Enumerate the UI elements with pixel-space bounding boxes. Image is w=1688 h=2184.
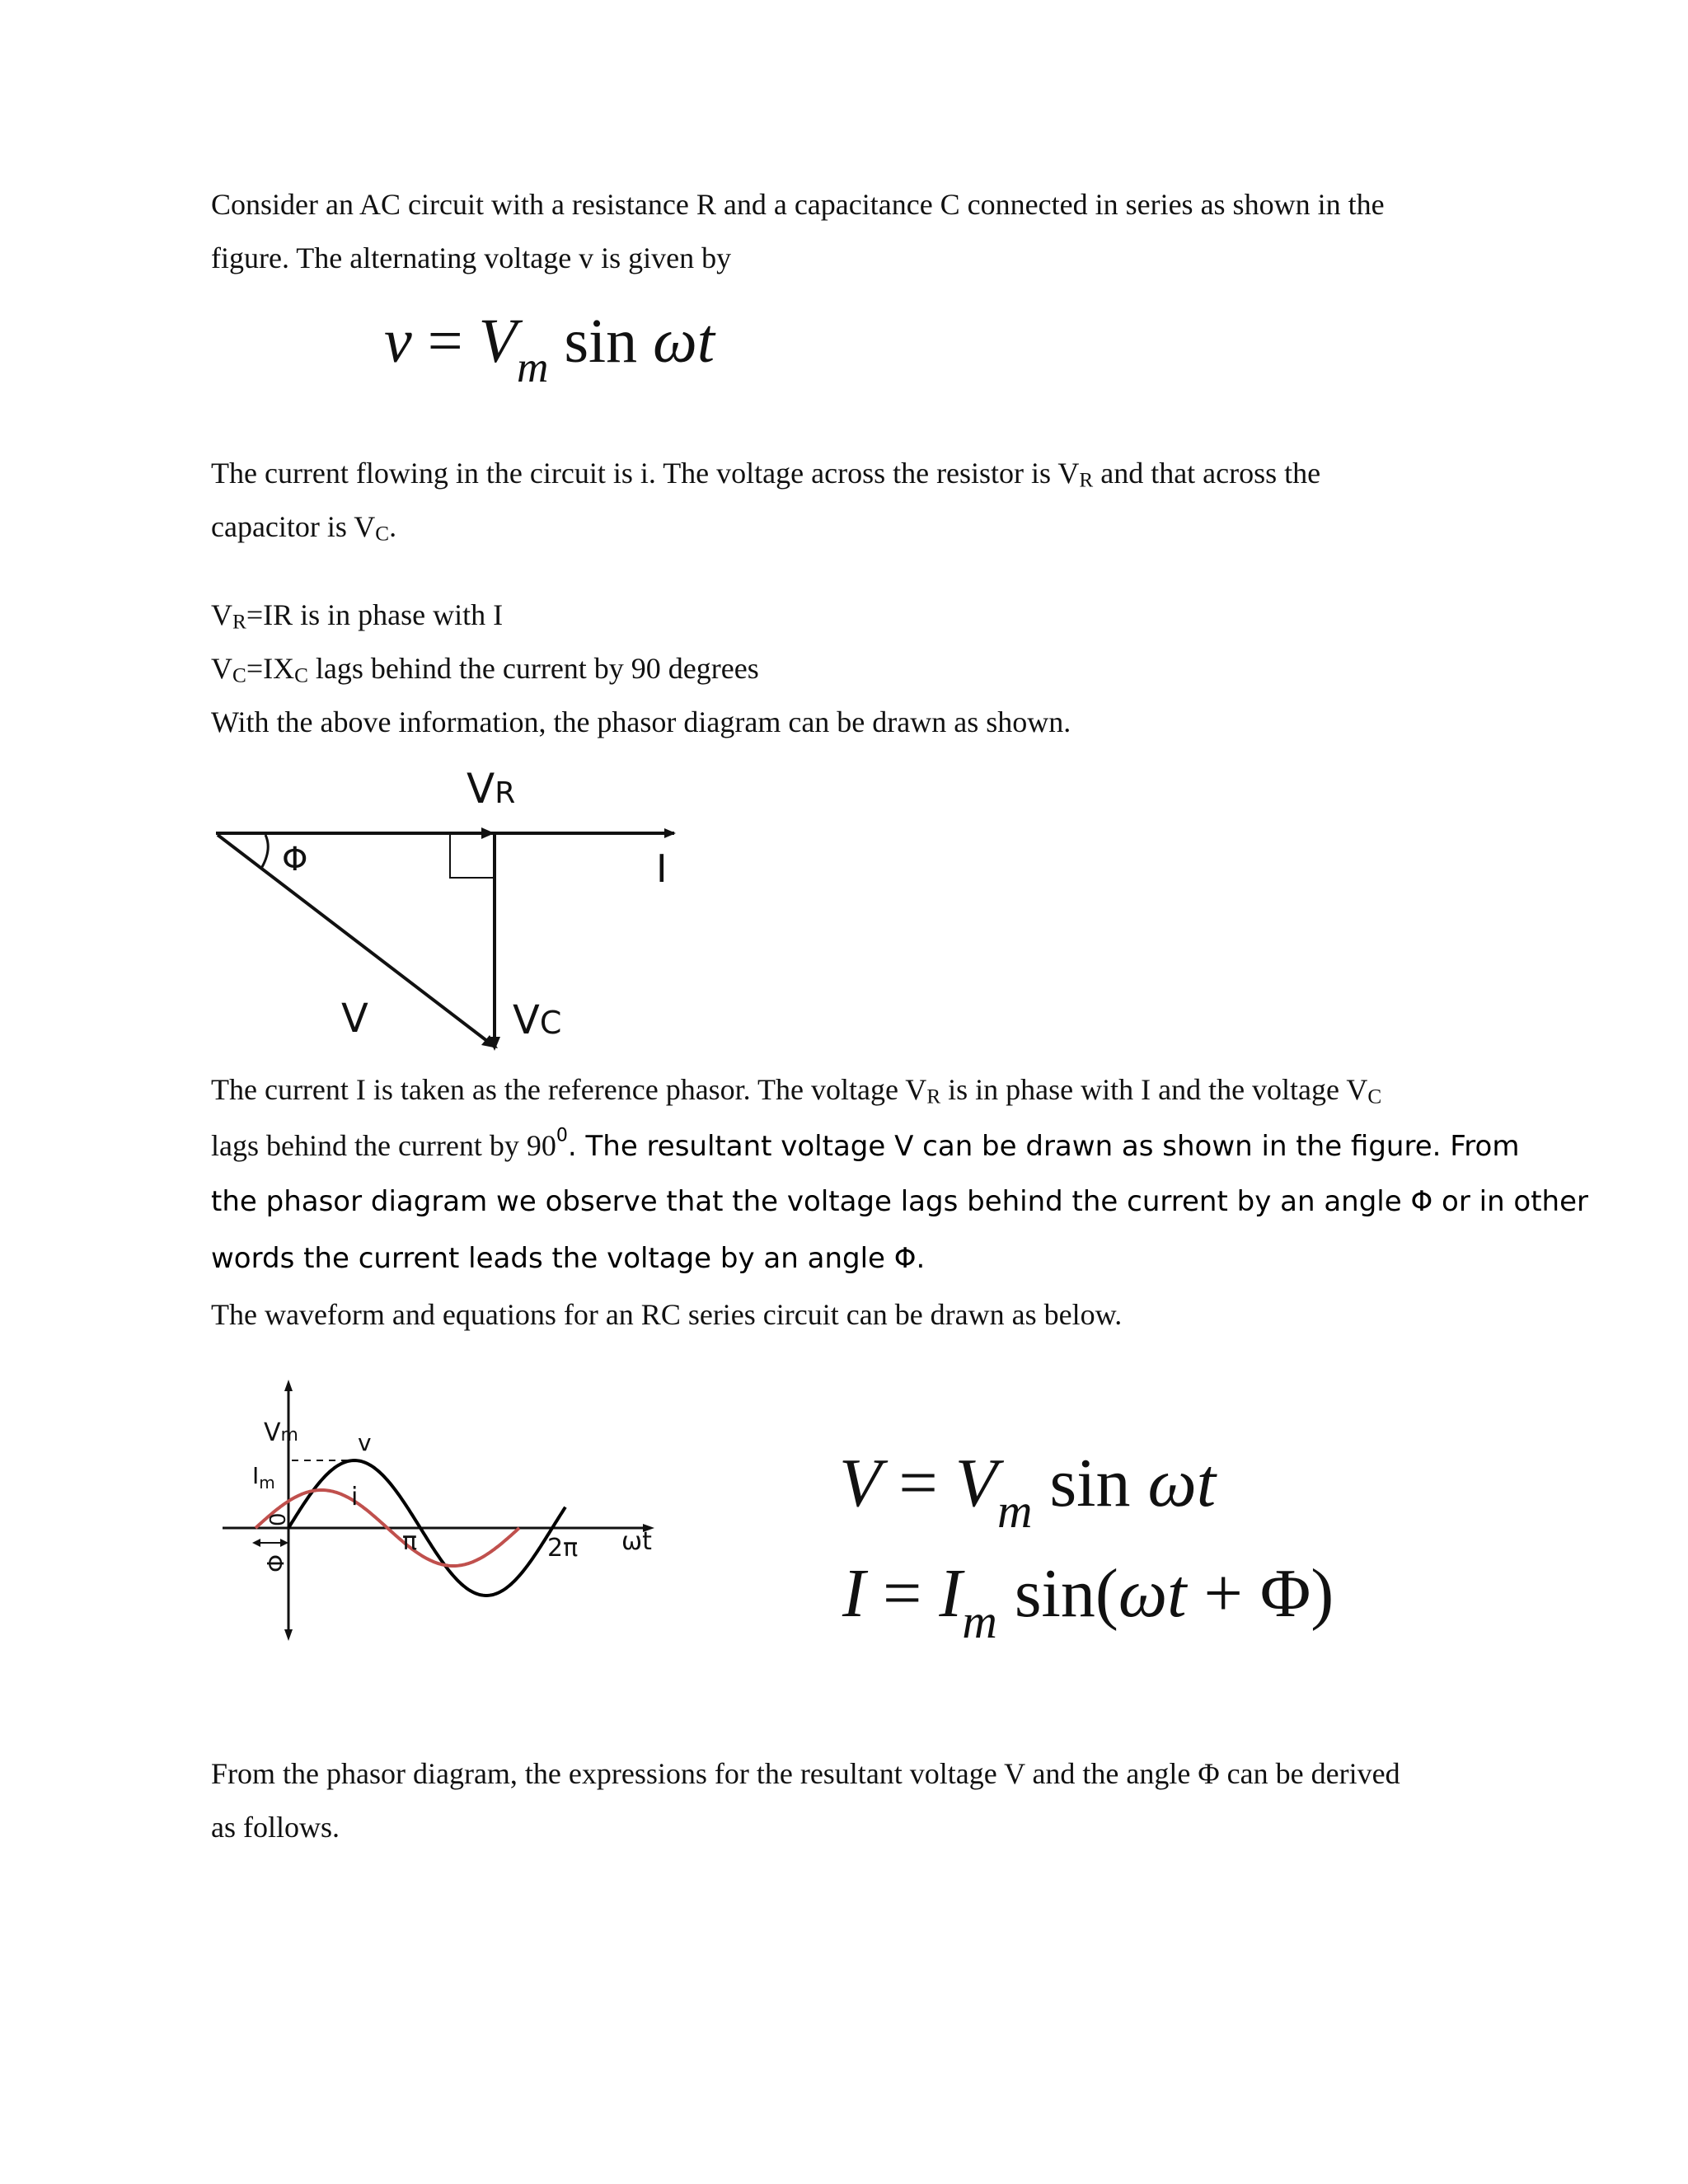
eq1-sub: m — [517, 342, 549, 391]
v-label: V — [341, 996, 368, 1042]
degree-superscript: 0 — [556, 1125, 568, 1146]
vm-label: Vm — [264, 1418, 298, 1447]
vr-subscript: R — [1079, 469, 1094, 492]
rel1-sub: R — [232, 611, 246, 634]
eq1-sin: sin — [548, 307, 654, 376]
eq2-sub: m — [997, 1484, 1033, 1539]
rel1-b: =IR is in phase with I — [246, 598, 504, 631]
eq1-V: V — [478, 307, 518, 376]
eq3-equals: = — [865, 1555, 940, 1632]
eq2-sin: sin — [1032, 1445, 1148, 1521]
eq1-equals: = — [411, 307, 479, 376]
intro-line-2: figure. The alternating voltage v is given by — [211, 241, 732, 274]
eq3-lhs: I — [842, 1555, 865, 1632]
waveform-phi-label: Φ — [262, 1554, 289, 1572]
two-pi-label: 2π — [547, 1534, 579, 1563]
ref-sub-r: R — [926, 1085, 941, 1108]
current-text-d: . — [389, 510, 397, 543]
reference-line-3: the phasor diagram we observe that the voltage lags behind the current by an angle Φ or in other — [211, 1185, 1588, 1218]
eq2-equals: = — [881, 1445, 955, 1521]
eq1-omega-t: ωt — [653, 307, 715, 376]
eq2-lhs: V — [839, 1445, 882, 1521]
omega-t-label: ωt — [621, 1527, 652, 1556]
derivation-line-2: as follows. — [211, 1811, 340, 1844]
eq3-omega-t: ωt — [1118, 1555, 1187, 1632]
pi-label: π — [402, 1527, 418, 1556]
v-curve-label: v — [358, 1429, 372, 1456]
rel1-a: V — [211, 598, 232, 631]
phasor-intro: With the above information, the phasor diagram can be drawn as shown. — [211, 705, 1071, 738]
vc-subscript: C — [375, 523, 390, 546]
waveform-intro: The waveform and equations for an RC series circuit can be drawn as below. — [211, 1298, 1123, 1331]
ref-sub-c: C — [1367, 1085, 1382, 1108]
vr-label: VR — [467, 765, 516, 813]
eq2-omega-t: ωt — [1147, 1445, 1217, 1521]
rel2-sub2: C — [294, 664, 308, 687]
eq3-close: ) — [1311, 1555, 1334, 1632]
zero-label: 0 — [266, 1512, 291, 1526]
reference-line-4: words the current leads the voltage by an angle Φ. — [211, 1242, 926, 1275]
i-curve-label: i — [351, 1483, 359, 1511]
rel2-c: lags behind the current by 90 degrees — [307, 652, 759, 685]
current-text-b: and that across the — [1093, 457, 1321, 490]
eq3-plus: + — [1186, 1555, 1260, 1632]
intro-line-1: Consider an AC circuit with a resistance R and a capacitance C connected in series as shown in the — [211, 188, 1385, 221]
derivation-line-1: From the phasor diagram, the expressions for the resultant voltage V and the angle Φ can be derived — [211, 1757, 1400, 1790]
eq2-V: V — [954, 1445, 997, 1521]
vc-label: VC — [513, 997, 562, 1043]
eq1-lhs: v — [384, 307, 412, 376]
vertical-axis-arrow-down — [284, 1629, 293, 1641]
phi-marker-arrow-left — [252, 1539, 260, 1547]
eq3-sub: m — [962, 1595, 997, 1649]
rel2-sub1: C — [232, 664, 246, 687]
ref-text-b: is in phase with I and the voltage V — [940, 1073, 1368, 1106]
voltage-waveform-equation — [839, 1444, 1217, 1539]
eq3-phi: Φ — [1259, 1555, 1311, 1632]
ref-text-d: . The resultant voltage V can be drawn as shown in the figure. From — [567, 1130, 1520, 1163]
current-text-c: capacitor is V — [211, 510, 376, 543]
current-waveform-equation — [842, 1554, 1334, 1649]
vertical-axis-arrow-up — [284, 1380, 293, 1391]
rel2-b: =IX — [246, 652, 295, 685]
phi-label: Φ — [282, 841, 308, 879]
eq3-I: I — [939, 1555, 963, 1632]
current-text-a: The current flowing in the circuit is i. The voltage across the resistor is V — [211, 457, 1080, 490]
i-label: I — [656, 846, 668, 891]
rel2-a: V — [211, 652, 232, 685]
im-label: $I_m$ — [252, 1462, 275, 1493]
eq3-sin: sin( — [996, 1555, 1118, 1632]
ref-text-a: The current I is taken as the reference phasor. The voltage V — [211, 1073, 927, 1106]
ref-text-c: lags behind the current by 90 — [211, 1129, 556, 1162]
